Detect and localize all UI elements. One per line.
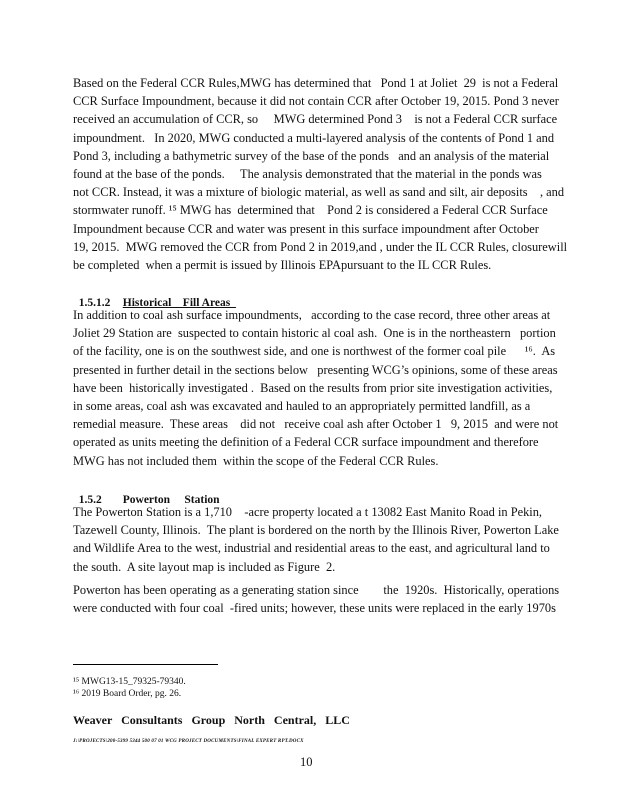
footer-firm-name: Weaver Consultants Group North Central, LLC [73, 713, 350, 727]
text-line: The Powerton Station is a 1,710 -acre property located a t 13082 East Manito Road in Pekin, [73, 505, 543, 519]
text-line: of the facility, one is on the southwest side, and one is northwest of the former coal pile ¹⁶. As [73, 344, 556, 359]
page-number: 10 [300, 755, 313, 769]
section-number: 1.5.1.2 [78, 297, 111, 309]
text-line: Joliet 29 Station are suspected to contain historic al coal ash. One is in the northeastern portion [73, 326, 556, 341]
text-line: MWG has not included them within the scope of the Federal CCR Rules. [73, 453, 439, 468]
text-line: In addition to coal ash surface impoundments, according to the case record, three other areas at [73, 308, 551, 322]
paragraph-pond-determination [73, 74, 568, 274]
text-line: received an accumulation of CCR, so MWG determined Pond 3 is not a Federal CCR surface [73, 112, 558, 127]
text-line: CCR Surface Impoundment, because it did not contain CCR after October 19, 2015. Pond 3 never [73, 94, 559, 109]
footnote-16: ¹⁶ 2019 Board Order, pg. 26. [73, 689, 182, 699]
text-line: were conducted with four coal -fired units; however, these units were replaced in the early 1970s [73, 601, 556, 616]
footnote-divider [73, 664, 218, 665]
text-line: operated as units meeting the definition of a Federal CCR surface impoundment and therefore [73, 435, 539, 450]
text-line: in some areas, coal ash was excavated and hauled to an appropriately permitted landfill, as a [73, 398, 531, 413]
text-line: 19, 2015. MWG removed the CCR from Pond 2 in 2019,and , under the IL CCR Rules, closurewill [73, 239, 568, 254]
text-line: presented in further detail in the sections below presenting WCG’s opinions, some of these areas [73, 362, 558, 377]
text-line: impoundment. In 2020, MWG conducted a multi-layered analysis of the contents of Pond 1 and [73, 130, 555, 145]
text-line: Powerton has been operating as a generating station since the 1920s. Historically, operations [73, 583, 560, 597]
text-line: be completed when a permit is issued by Illinois EPApursuant to the IL CCR Rules. [73, 257, 492, 272]
text-line: and Wildlife Area to the west, industrial and residential areas to the east, and agricultural land to [73, 541, 550, 556]
section-title: Historical Fill Areas [122, 297, 236, 309]
text-line: stormwater runoff. ¹⁵ MWG has determined that Pond 2 is considered a Federal CCR Surface [73, 203, 548, 218]
paragraph-powerton-description [73, 503, 559, 576]
text-line: the south. A site layout map is included as Figure 2. [73, 559, 336, 574]
text-line: Pond 3, including a bathymetric survey of the base of the ponds and an analysis of the material [73, 148, 550, 163]
text-line: Tazewell County, Illinois. The plant is bordered on the north by the Illinois River, Powerton Lake [73, 523, 559, 538]
text-line: not CCR. Instead, it was a mixture of biologic material, as well as sand and silt, air deposits , and [73, 185, 565, 200]
footer-file-path: J:\PROJECTS\200-5399 5344 500 07 01 WCG PROJECT DOCUMENTS\FINAL EXPERT RPT.DOCX [73, 739, 304, 744]
text-line: remedial measure. These areas did not receive coal ash after October 1 9, 2015 and were not [73, 417, 559, 432]
text-line: Impoundment because CCR and water was present in this surface impoundment after October [73, 221, 539, 236]
section-number: 1.5.2 [78, 494, 102, 506]
text-line: have been historically investigated . Based on the results from prior site investigation activities, [73, 380, 553, 395]
footnote-15: ¹⁵ MWG13-15_79325-79340. [73, 677, 186, 687]
text-line: Based on the Federal CCR Rules,MWG has determined that Pond 1 at Joliet 29 is not a Federal [73, 76, 559, 90]
text-line: found at the base of the ponds. The analysis demonstrated that the material in the ponds was [73, 166, 542, 181]
paragraph-powerton-history [73, 581, 560, 617]
section-title: Powerton Station [122, 494, 220, 506]
paragraph-historical-fill [73, 306, 559, 470]
